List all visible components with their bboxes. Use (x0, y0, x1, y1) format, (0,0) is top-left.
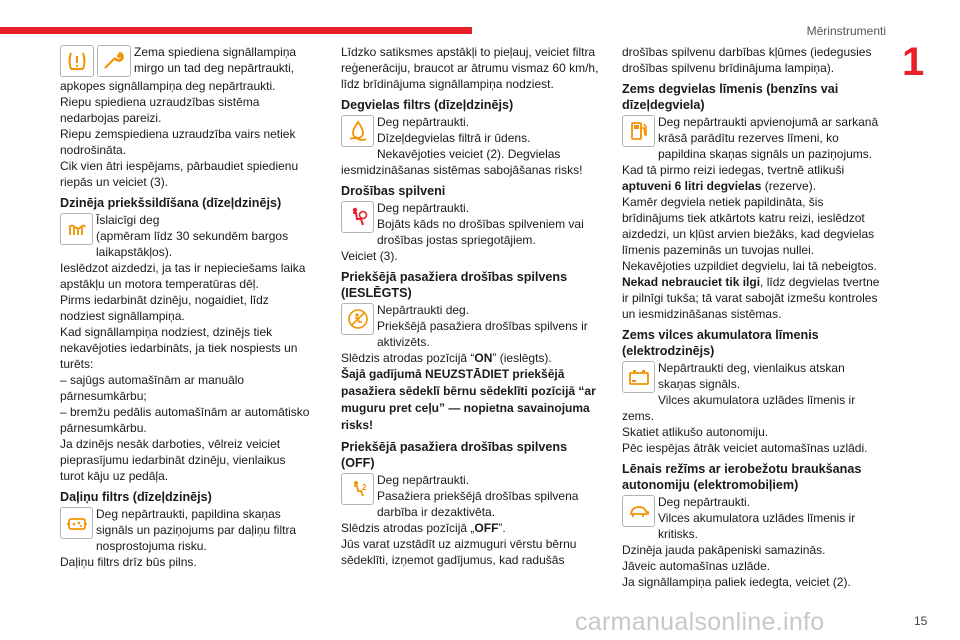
tyre-text-line3: apkopes signāllampiņa deg nepārtraukti. (60, 79, 276, 93)
limp-p3: Jāveic automašīnas uzlāde. (622, 559, 771, 573)
page-header-title: Mērinstrumenti (806, 24, 886, 38)
battery-p2: Vilces akumulatora uzlādes līmenis ir zems. (622, 393, 856, 423)
airbag-warning-icon (341, 201, 374, 233)
particle-p2: Daļiņu filtrs drīz būs pilns. (60, 555, 197, 569)
tyre-text-p4: Cik vien ātri iespējams, pārbaudiet spiedienu riepās un veiciet (3). (60, 159, 299, 189)
turtle-slow-mode-icon (622, 495, 655, 527)
airbag-on-warning: Šajā gadījumā NEUZSTĀDIET priekšējā pasažiera sēdeklī bērnu sēdeklīti pozīcijā “ar muguru pret ceļu” — nopietna savainojuma risks! (341, 367, 596, 432)
preheat-p3: Pirms iedarbināt dzinēju, nogaidiet, līdz nodziest signāllampiņa. (60, 293, 269, 323)
tyre-text-p2: Riepu spiediena uzraudzības sistēma nedarbojas pareizi. (60, 95, 260, 125)
battery-line1: Nepārtraukti deg, vienlaikus atskan (658, 361, 845, 375)
airbag-off-line2: Pasažiera priekšējā drošības spilvena (377, 489, 579, 503)
limp-line2: Vilces akumulatora uzlādes līmenis ir (658, 511, 856, 525)
preheat-p2: Ieslēdzot aizdedzi, ja tas ir nepieciešams laika apstākļu un motora temperatūras dēļ. (60, 261, 306, 291)
battery-p3: Skatiet atlikušo autonomiju. (622, 425, 769, 439)
preheat-p7: Ja dzinējs nesāk darboties, vēlreiz veiciet pieprasījumu iedarbināt dzinēju, vienlaikus turot kāju uz pedāļa. (60, 437, 286, 483)
battery-line2: skaņas signāls. (658, 377, 741, 391)
limp-p4: Ja signāllampiņa paliek iedegta, veiciet (2). (622, 575, 851, 589)
airbag-off-p3: Jūs varat uzstādīt uz aizmuguri vērstu bērnu sēdeklīti, izņemot gadījumus, kad radušās (341, 537, 577, 567)
particle-continued: Līdzko satiksmes apstākļi to pieļauj, veiciet filtra reģenerāciju, braucot ar ātrumu vismaz 60 km/h, līdz brīdinājuma signāllampiņa nodziest. (341, 45, 599, 91)
particle-line1: Deg nepārtraukti, papildina skaņas (96, 507, 281, 521)
limp-line3: kritisks. (658, 527, 698, 541)
low-fuel-heading: Zems degvielas līmenis (benzīns vai dīzeļdegviela) (622, 82, 839, 112)
preheat-line2: (apmēram līdz 30 sekundēm bargos (96, 229, 289, 243)
airbag-off-line1: Deg nepārtraukti. (377, 473, 470, 487)
page-number: 15 (914, 614, 928, 628)
tyre-text-p3: Riepu zemspiediena uzraudzība vairs netiek nodrošināta. (60, 127, 296, 157)
fuel-line1: Deg nepārtraukti apvienojumā ar sarkanā (658, 115, 879, 129)
airbag-p2: Veiciet (3). (341, 249, 398, 263)
tyre-text-line1: Zema spiediena signāllampiņa (134, 45, 297, 59)
svg-text:2: 2 (361, 483, 366, 492)
airbag-on-line1: Nepārtraukti deg. (377, 303, 470, 317)
limp-line1: Deg nepārtraukti. (658, 495, 751, 509)
top-red-bar (0, 27, 472, 34)
water-line3: Nekavējoties veiciet (2). Degvielas iesmidzināšanas sistēmas sabojāšanas risks! (341, 147, 583, 177)
airbag-on-line2: Priekšējā pasažiera drošības spilvens ir (377, 319, 588, 333)
airbag-on-line3: aktivizēts. (377, 335, 430, 349)
airbag-on-p2: Slēdzis atrodas pozīcijā “ON” (ieslēgts). (341, 351, 552, 365)
passenger-airbag-on-heading: Priekšējā pasažiera drošības spilvens (IESLĒGTS) (341, 270, 568, 300)
preheat-p6: – bremžu pedālis automašīnām ar automātisko pārnesumkārbu. (60, 405, 310, 435)
airbag-off-p2: Slēdzis atrodas pozīcijā „OFF”. (341, 521, 506, 535)
water-line1: Deg nepārtraukti. (377, 115, 470, 129)
column-3 (622, 44, 884, 590)
fuel-pump-icon (622, 115, 655, 147)
airbags-heading: Drošības spilveni (341, 184, 446, 198)
traction-battery-icon (622, 361, 655, 393)
particle-line3: nosprostojuma risku. (96, 539, 207, 553)
water-line2: Dīzeļdegvielas filtrā ir ūdens. (377, 131, 531, 145)
glow-plug-icon (60, 213, 93, 245)
low-battery-heading: Zems vilces akumulatora līmenis (elektrodzinējs) (622, 328, 819, 358)
preheat-heading: Dzinēja priekšsildīšana (dīzeļdzinējs) (60, 196, 282, 210)
limp-mode-heading: Lēnais režīms ar ierobežotu braukšanas autonomiju (elektromobiļiem) (622, 462, 862, 492)
passenger-airbag-on-icon (341, 303, 374, 335)
airbag-line3: drošības jostas spriegotājiem. (377, 233, 536, 247)
preheat-line1: Īslaicīgi deg (96, 213, 160, 227)
fuel-p5: Nekad nebrauciet tik ilgi, līdz degvielas tvertne ir pilnīgi tukša; tā varat sabojāt izmešu kontroles un iesmidzināšanas sistēmas. (622, 275, 880, 321)
watermark: carmanualsonline.info (575, 608, 825, 636)
preheat-p5: – sajūgs automašīnām ar manuālo pārnesumkārbu; (60, 373, 245, 403)
particle-filter-heading: Daļiņu filtrs (dīzeļdzinējs) (60, 490, 212, 504)
chapter-number: 1 (902, 40, 925, 84)
passenger-airbag-off-icon (341, 473, 374, 505)
airbag-line1: Deg nepārtraukti. (377, 201, 470, 215)
fuel-p4: Nekavējoties uzpildiet degvielu, lai tā nebeigtos. (622, 259, 877, 273)
preheat-line3: laikapstākļos). (96, 245, 173, 259)
fuel-line2: krāsā parādītu rezerves līmeni, ko (658, 131, 839, 145)
fuel-line3: papildina skaņas signāls un paziņojums. (658, 147, 873, 161)
particle-filter-icon (60, 507, 93, 539)
water-in-fuel-heading: Degvielas filtrs (dīzeļdzinējs) (341, 98, 514, 112)
airbag-off-line3: darbība ir dezaktivēta. (377, 505, 496, 519)
fuel-p3: Kamēr degviela netiek papildināta, šis brīdinājums tiek atkārtots katru reizi, ieslēdzot aizdedzi, un kļūst arvien biežāks, kad degvielas līmenis pazeminās un tuvojas nullei. (622, 195, 875, 257)
airbag-line2: Bojāts kāds no drošības spilveniem vai (377, 217, 584, 231)
limp-p2: Dzinēja jauda pakāpeniski samazinās. (622, 543, 826, 557)
preheat-p4: Kad signāllampiņa nodziest, dzinējs tiek nekavējoties iedarbināts, ja tiek nospiests un turēts: (60, 325, 298, 371)
particle-line2: signāls un paziņojums par daļiņu filtra (96, 523, 297, 537)
column-2 (341, 44, 601, 568)
airbag-continued: drošības spilvenu darbības kļūmes (iedegusies drošības spilvenu brīdinājuma lampiņa). (622, 45, 872, 75)
tyre-pressure-warning-icon (60, 45, 94, 77)
service-wrench-icon (97, 45, 131, 77)
water-in-fuel-icon (341, 115, 374, 147)
tyre-text-line2: mirgo un tad deg nepārtraukti, (134, 61, 295, 75)
passenger-airbag-off-heading: Priekšējā pasažiera drošības spilvens (OFF) (341, 440, 568, 470)
battery-p4: Pēc iespējas ātrāk veiciet automašīnas uzlādi. (622, 441, 868, 455)
column-1 (60, 44, 312, 570)
fuel-p2: Kad tā pirmo reizi iedegas, tvertnē atlikuši aptuveni 6 litri degvielas (rezerve). (622, 163, 845, 193)
